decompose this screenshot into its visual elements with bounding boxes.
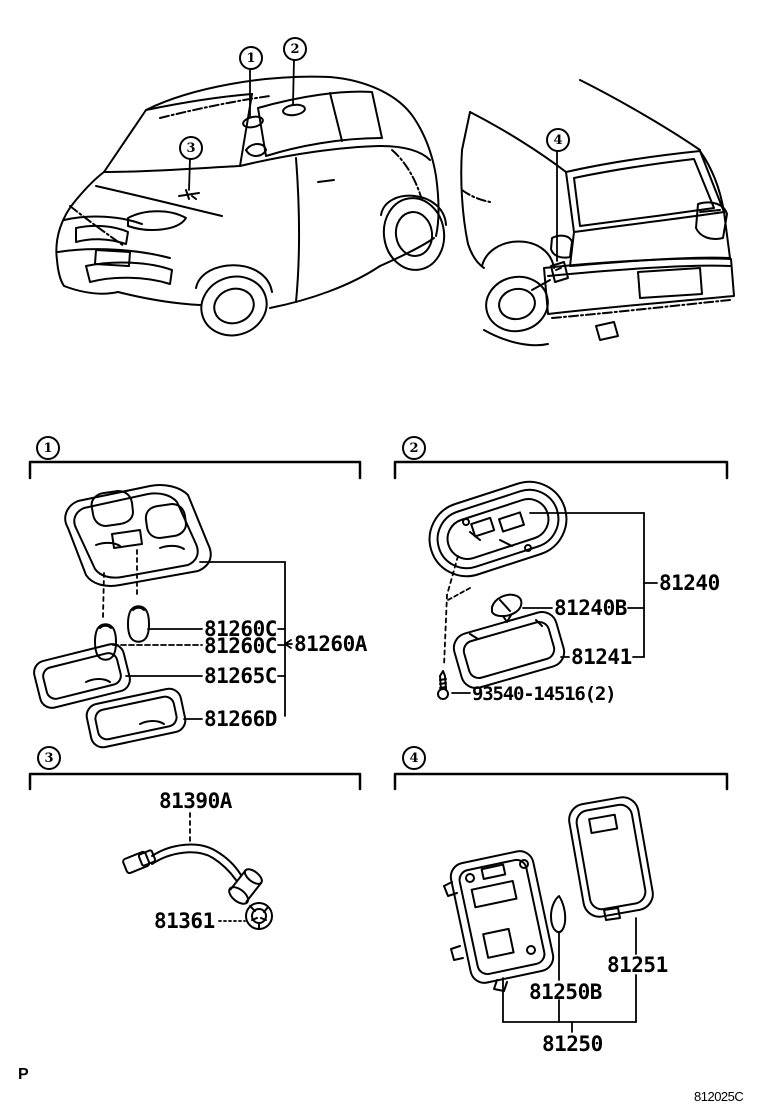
- car-rear-view-drawing: [461, 80, 734, 345]
- part-label-s1-lens-rear: 81266D: [204, 707, 277, 731]
- part-label-s4-bulb: 81250B: [529, 980, 602, 1004]
- luggage-lamp-housing-drawing: [444, 849, 556, 991]
- part-label-s2-lens: 81241: [571, 645, 632, 669]
- room-lamp-housing-drawing: [420, 472, 576, 586]
- room-lamp-lens-drawing: [450, 608, 567, 691]
- part-label-s4-assembly: 81250: [542, 1032, 603, 1056]
- drawing-number: 812025C: [694, 1089, 744, 1104]
- part-label-s1-bulb1: 81260C: [204, 617, 277, 641]
- part-label-s1-bulb2: 81260C: [204, 634, 277, 658]
- section3-leader-lines: [190, 813, 245, 921]
- bulb-socket-drawing: [246, 903, 272, 929]
- part-label-s1-lens-front: 81265C: [204, 664, 277, 688]
- callout-4-top: 4: [546, 128, 570, 152]
- part-label-s2-assembly: 81240: [659, 571, 720, 595]
- luggage-lamp-lens-drawing: [567, 795, 656, 920]
- page-corner-letter: P: [18, 1066, 29, 1083]
- callout-1-section: 1: [36, 436, 60, 460]
- part-label-s2-screw: 93540-14516(2): [472, 683, 616, 705]
- callout-2-top: 2: [283, 37, 307, 61]
- callout-2-section: 2: [402, 436, 426, 460]
- callout-1-top: 1: [239, 46, 263, 70]
- part-label-s1-assembly: 81260A: [294, 632, 367, 656]
- room-lamp-screw-drawing: [438, 671, 448, 699]
- front-wheel: [194, 268, 275, 344]
- callout-4-section: 4: [402, 746, 426, 770]
- rear-car-wheel-arch: [482, 242, 554, 269]
- car-front-view-drawing: [56, 77, 448, 344]
- luggage-lamp-bulb-drawing: [551, 896, 565, 932]
- wire-assembly-drawing: [122, 845, 265, 907]
- callout-leader-lines: [189, 59, 557, 261]
- callout-3-top: 3: [179, 136, 203, 160]
- room-lamp-location-marker: [282, 104, 305, 117]
- part-label-s3-socket: 81361: [154, 909, 215, 933]
- rear-car-wheel: [481, 271, 553, 337]
- part-label-s3-wire: 81390A: [159, 789, 232, 813]
- map-lamp-housing-drawing: [65, 485, 211, 586]
- wire-location-marker: [179, 190, 199, 199]
- part-label-s4-lens: 81251: [607, 953, 668, 977]
- callout-3-section: 3: [37, 746, 61, 770]
- part-label-s2-bulb: 81240B: [554, 596, 627, 620]
